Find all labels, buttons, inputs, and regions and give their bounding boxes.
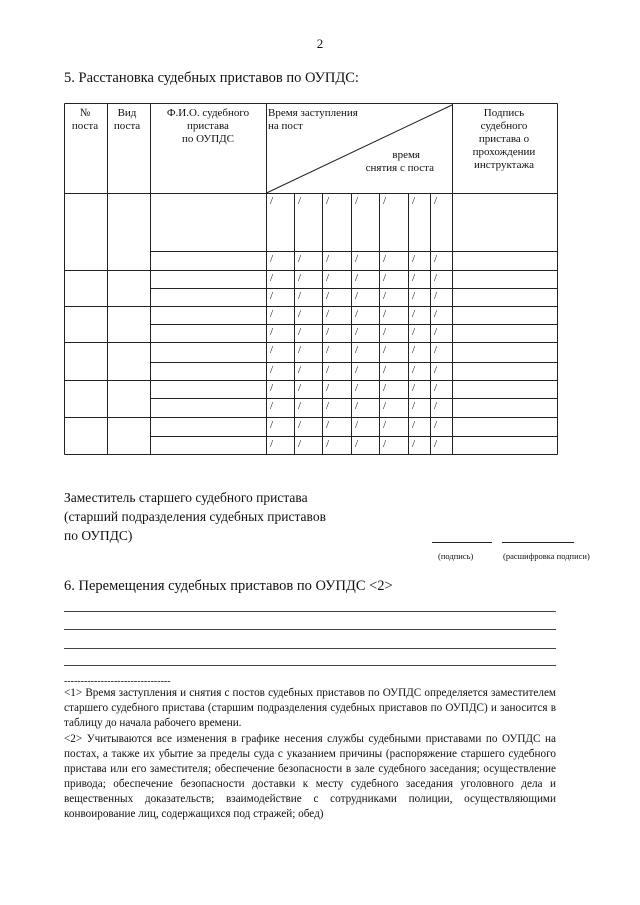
time-cell-slash: / [412, 382, 416, 394]
time-cell-slash: / [434, 344, 438, 356]
time-cell-slash: / [412, 400, 416, 412]
time-cell-slash: / [383, 253, 387, 265]
time-cell-slash: / [434, 253, 438, 265]
time-cell-slash: / [434, 438, 438, 450]
time-cell-slash: / [326, 438, 330, 450]
time-cell-slash: / [270, 253, 274, 265]
time-cell-slash: / [355, 326, 359, 338]
time-cell-slash: / [355, 344, 359, 356]
time-cell-slash: / [298, 344, 302, 356]
header-signature: Подпись судебного пристава о прохождении инструктажа [472, 107, 536, 171]
footnote-separator: -------------------------------- [64, 676, 171, 687]
time-cell-slash: / [355, 419, 359, 431]
header-time-on: Время заступления на пост [268, 107, 358, 132]
time-cell-slash: / [355, 253, 359, 265]
time-cell-slash: / [298, 272, 302, 284]
time-cell-slash: / [355, 382, 359, 394]
time-cell-slash: / [383, 272, 387, 284]
time-cell-slash: / [355, 290, 359, 302]
time-cell-slash: / [355, 364, 359, 376]
header-post-number: № поста [71, 107, 99, 132]
time-cell-slash: / [298, 400, 302, 412]
time-cell-slash: / [270, 438, 274, 450]
time-cell-slash: / [270, 400, 274, 412]
time-cell-slash: / [326, 382, 330, 394]
section-5-title: 5. Расстановка судебных приставов по ОУПДС: [64, 70, 359, 86]
time-cell-slash: / [412, 272, 416, 284]
time-cell-slash: / [383, 419, 387, 431]
time-cell-slash: / [355, 438, 359, 450]
movement-line-4 [64, 665, 556, 666]
deputy-line-3: по ОУПДС) [64, 528, 133, 543]
header-fio: Ф.И.О. судебного пристава по ОУПДС [166, 107, 250, 145]
time-cell-slash: / [298, 253, 302, 265]
time-cell-slash: / [326, 344, 330, 356]
time-cell-slash: / [383, 438, 387, 450]
time-cell-slash: / [383, 195, 387, 207]
time-cell-slash: / [412, 364, 416, 376]
time-cell-slash: / [412, 253, 416, 265]
movement-line-1 [64, 611, 556, 612]
footnote-1: <1> Время заступления и снятия с постов судебных приставов по ОУПДС определяется заместителем старшего судебного пристава (старшим подразделения судебных приставов по ОУПДС) и заносится в таблицу до начала рабочего времени. [64, 687, 556, 729]
time-cell-slash: / [434, 364, 438, 376]
time-cell-slash: / [434, 195, 438, 207]
time-cell-slash: / [383, 308, 387, 320]
header-post-type: Вид поста [113, 107, 141, 132]
time-cell-slash: / [326, 272, 330, 284]
footnote-2: <2> Учитываются все изменения в графике несения службы судебными приставами по ОУПДС на постах, а также их убытие за пределы суда с указанием причины (распоряжение старшего судебного пристава или его заместителя; обеспечение безопасности в зале судебного заседания; осуществление привода; обеспечение безопасности доставки к месту судебного заседания уголовного дела и вещественных доказательств; взаимодействие с сотрудниками полиции, осуществляющими конвоирование лиц, содержащихся под стражей; обед) [64, 733, 556, 820]
time-cell-slash: / [412, 195, 416, 207]
movement-line-3 [64, 648, 556, 649]
time-cell-slash: / [270, 419, 274, 431]
time-cell-slash: / [434, 382, 438, 394]
time-cell-slash: / [412, 419, 416, 431]
time-cell-slash: / [326, 253, 330, 265]
time-cell-slash: / [383, 382, 387, 394]
time-cell-slash: / [383, 344, 387, 356]
time-cell-slash: / [383, 364, 387, 376]
time-cell-slash: / [434, 290, 438, 302]
time-cell-slash: / [434, 326, 438, 338]
time-cell-slash: / [298, 195, 302, 207]
signature-caption: (подпись) [438, 551, 474, 561]
time-cell-slash: / [326, 195, 330, 207]
signature-decode-line [502, 542, 574, 543]
time-cell-slash: / [326, 400, 330, 412]
deputy-block [64, 488, 326, 545]
time-cell-slash: / [298, 308, 302, 320]
time-cell-slash: / [326, 419, 330, 431]
time-cell-slash: / [298, 290, 302, 302]
deputy-line-1: Заместитель старшего судебного пристава [64, 490, 308, 505]
time-cell-slash: / [270, 344, 274, 356]
time-cell-slash: / [412, 326, 416, 338]
header-time-off: время снятия с поста [365, 149, 434, 174]
time-cell-slash: / [355, 272, 359, 284]
time-cell-slash: / [383, 290, 387, 302]
time-cell-slash: / [270, 195, 274, 207]
time-cell-slash: / [270, 272, 274, 284]
time-cell-slash: / [298, 419, 302, 431]
time-cell-slash: / [298, 382, 302, 394]
time-cell-slash: / [412, 290, 416, 302]
time-cell-slash: / [434, 400, 438, 412]
time-cell-slash: / [298, 364, 302, 376]
time-cell-slash: / [326, 364, 330, 376]
time-cell-slash: / [355, 400, 359, 412]
time-cell-slash: / [326, 308, 330, 320]
time-cell-slash: / [326, 290, 330, 302]
page-number: 2 [316, 36, 324, 51]
time-cell-slash: / [412, 438, 416, 450]
time-cell-slash: / [383, 326, 387, 338]
time-cell-slash: / [270, 326, 274, 338]
signature-line [432, 542, 492, 543]
time-cell-slash: / [412, 344, 416, 356]
time-cell-slash: / [434, 419, 438, 431]
signature-decode-caption: (расшифровка подписи) [503, 551, 590, 561]
time-cell-slash: / [298, 326, 302, 338]
time-cell-slash: / [412, 308, 416, 320]
time-cell-slash: / [383, 400, 387, 412]
time-cell-slash: / [355, 195, 359, 207]
time-cell-slash: / [270, 364, 274, 376]
movement-line-2 [64, 629, 556, 630]
time-cell-slash: / [270, 290, 274, 302]
time-cell-slash: / [434, 308, 438, 320]
time-cell-slash: / [355, 308, 359, 320]
time-cell-slash: / [298, 438, 302, 450]
time-cell-slash: / [270, 308, 274, 320]
placement-table [64, 103, 558, 455]
time-cell-slash: / [270, 382, 274, 394]
time-cell-slash: / [326, 326, 330, 338]
time-cell-slash: / [434, 272, 438, 284]
deputy-line-2: (старший подразделения судебных приставов [64, 509, 326, 524]
section-6-title: 6. Перемещения судебных приставов по ОУПДС <2> [64, 578, 393, 594]
